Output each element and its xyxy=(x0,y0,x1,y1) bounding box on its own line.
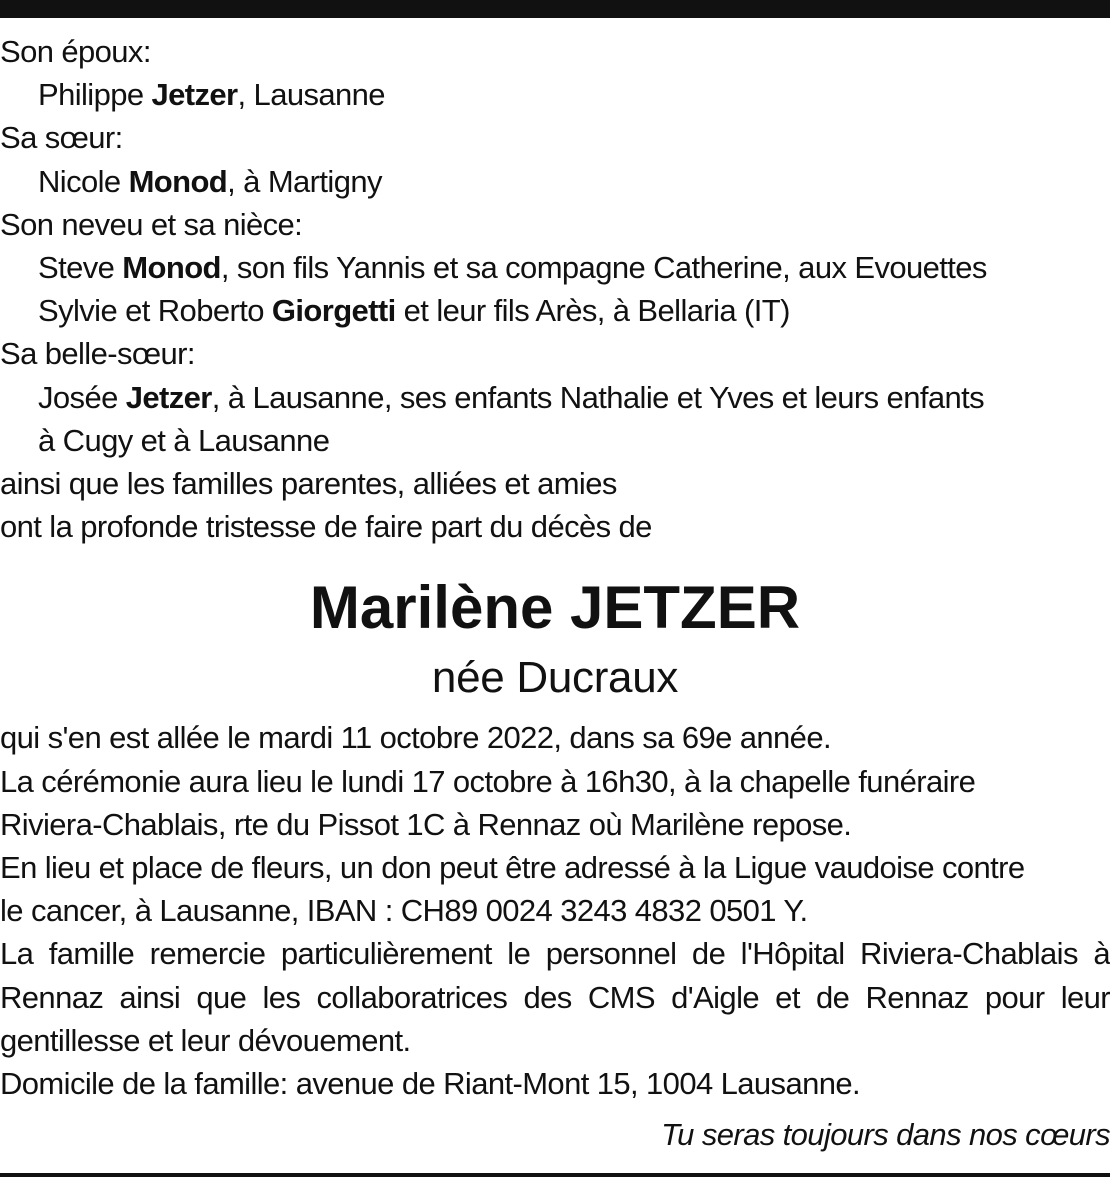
family-member xyxy=(0,289,1110,332)
relation-label: Son neveu et sa nièce: xyxy=(0,206,303,242)
domicile-address: Domicile de la famille: avenue de Riant-Mont 15, 1004 Lausanne. xyxy=(0,1066,861,1102)
member-surname: Jetzer xyxy=(125,379,212,415)
member-surname: Jetzer xyxy=(151,77,238,113)
closing-message: Tu seras toujours dans nos cœurs xyxy=(661,1117,1110,1153)
donation-details: En lieu et place de fleurs, un don peut être adressé à la Ligue vaudoise contre xyxy=(0,850,1025,886)
family-member xyxy=(0,376,1110,419)
member-name: Sylvie et Roberto xyxy=(38,293,272,329)
member-name: Josée xyxy=(38,379,126,415)
ceremony-details: Riviera-Chablais, rte du Pissot 1C à Rennaz où Marilène repose. xyxy=(0,806,852,842)
relation-label: Sa sœur: xyxy=(0,120,123,156)
thanks-paragraph: La famille remercie particulièrement le personnel de l'Hôpital Riviera-Chablais à Rennaz ainsi que les collaboratrices des CMS d'Aigle et de Rennaz pour leur gentillesse et leur dévouement. xyxy=(0,936,1110,1058)
member-surname: Monod xyxy=(122,250,221,286)
donation-details: le cancer, à Lausanne, IBAN : CH89 0024 3243 4832 0501 Y. xyxy=(0,893,808,929)
family-member xyxy=(0,246,1110,289)
relation-label: Son époux: xyxy=(0,34,151,69)
member-name: Steve xyxy=(38,250,123,286)
member-surname: Giorgetti xyxy=(271,293,396,329)
ceremony-details: La cérémonie aura lieu le lundi 17 octobre à 16h30, à la chapelle funéraire xyxy=(0,763,976,799)
member-name: Philippe xyxy=(38,77,152,113)
top-rule xyxy=(0,0,1110,18)
member-location: , à Lausanne, ses enfants Nathalie et Yves et leurs enfants xyxy=(211,379,985,415)
maiden-name: née Ducraux xyxy=(431,653,679,703)
relation-label: Sa belle-sœur: xyxy=(0,336,195,372)
obituary-notice xyxy=(0,30,1110,1156)
member-surname: Monod xyxy=(128,163,228,199)
intro-line: ont la profonde tristesse de faire part du décès de xyxy=(0,509,652,545)
member-location: , Lausanne xyxy=(237,77,385,113)
family-member xyxy=(0,73,1110,116)
member-location: et leur fils Arès, à Bellaria (IT) xyxy=(395,293,790,329)
member-location: , son fils Yannis et sa compagne Catherine, aux Evouettes xyxy=(220,250,987,286)
member-location: , à Martigny xyxy=(227,163,382,199)
member-name: Nicole xyxy=(38,163,129,199)
family-member xyxy=(0,160,1110,203)
bottom-rule xyxy=(0,1173,1110,1177)
family-member-continuation: à Cugy et à Lausanne xyxy=(38,422,330,458)
death-details: qui s'en est allée le mardi 11 octobre 2022, dans sa 69e année. xyxy=(0,720,831,756)
deceased-name: Marilène JETZER xyxy=(309,574,801,642)
intro-line: ainsi que les familles parentes, alliées et amies xyxy=(0,466,617,502)
